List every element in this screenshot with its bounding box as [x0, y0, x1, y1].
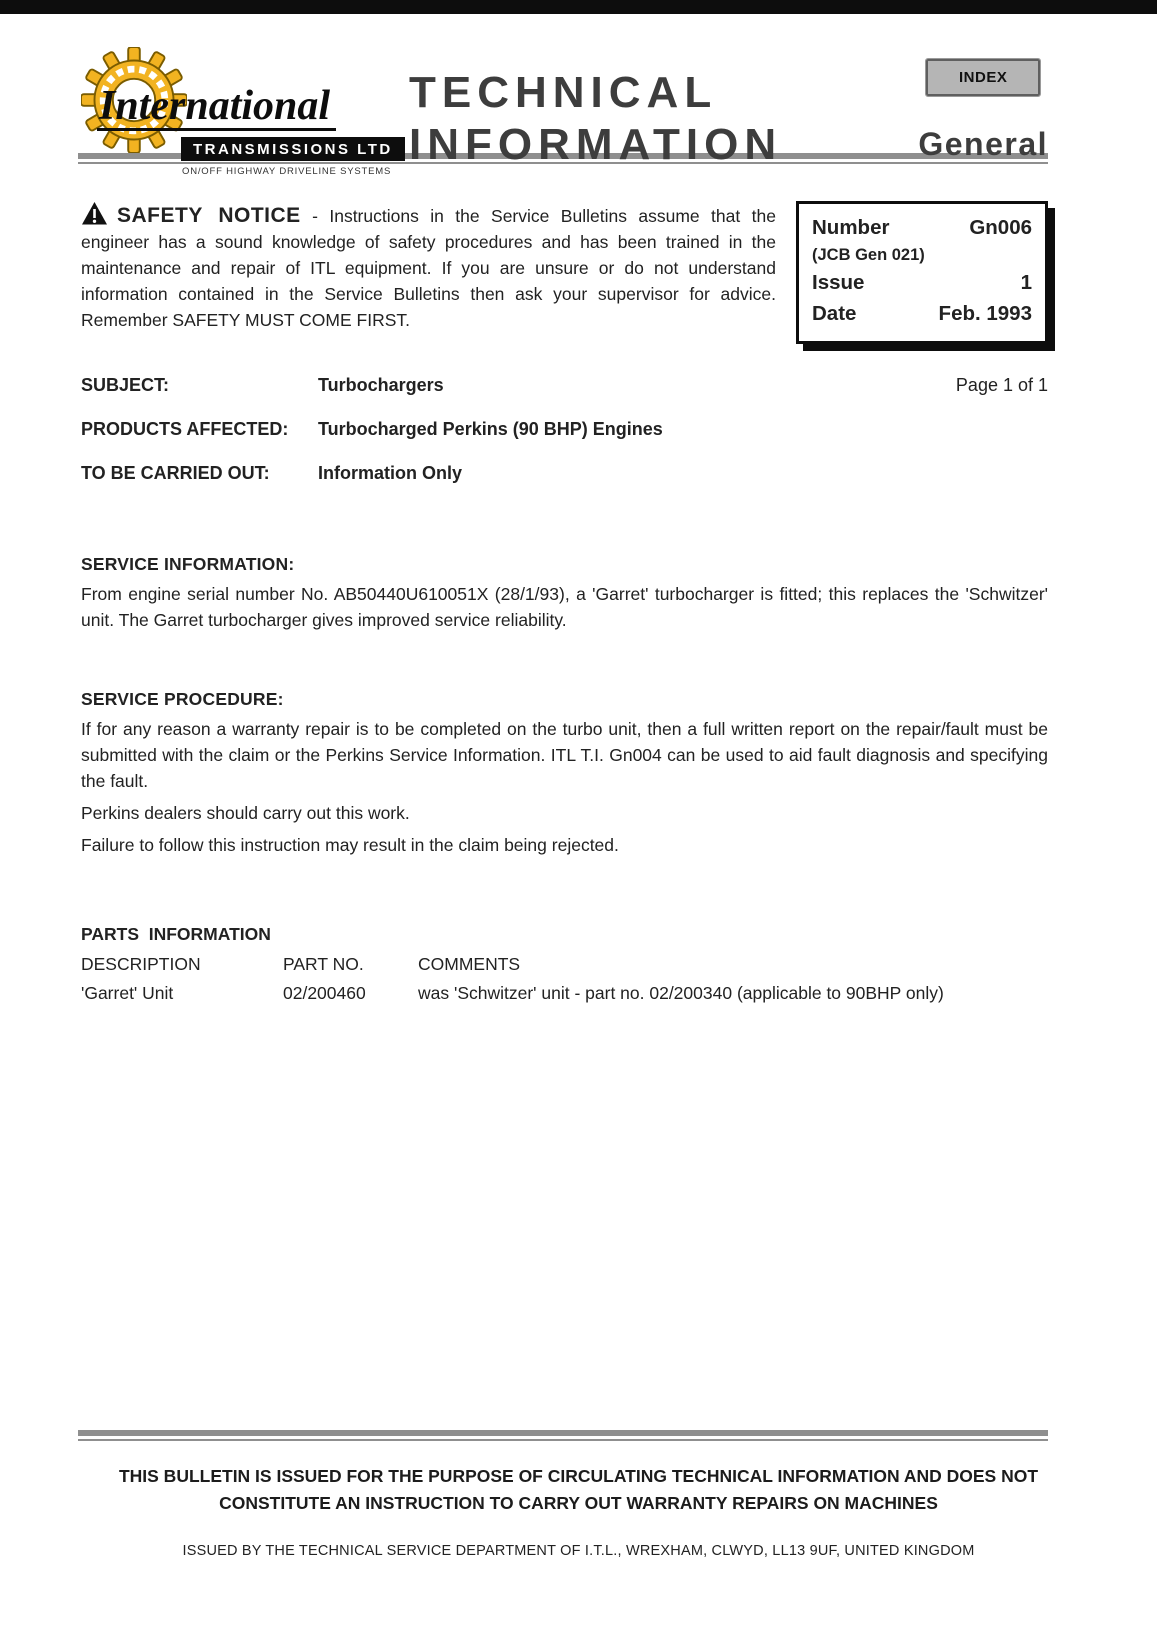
date-value: Feb. 1993: [938, 302, 1032, 325]
service-procedure-para3: Failure to follow this instruction may result in the claim being rejected.: [81, 835, 619, 855]
service-information-section: [81, 554, 1048, 633]
column-header-description: DESCRIPTION: [81, 954, 201, 974]
document-title: [409, 67, 782, 171]
service-procedure-para2: Perkins dealers should carry out this work.: [81, 803, 410, 823]
carried-out-row: [81, 462, 1048, 484]
footer: [0, 1430, 1157, 1559]
issue-value: 1: [1020, 271, 1032, 294]
brand-tagline: ON/OFF HIGHWAY DRIVELINE SYSTEMS: [182, 166, 392, 177]
page-indicator: Page 1 of 1: [955, 375, 1048, 395]
products-affected-label: PRODUCTS AFFECTED:: [81, 419, 289, 439]
parts-table: [81, 953, 1048, 1004]
title-line-1: TECHNICAL: [409, 68, 718, 117]
number-label: Number: [812, 216, 890, 239]
bulletin-info-box: [796, 201, 1048, 344]
table-cell-description: 'Garret' Unit: [81, 983, 174, 1003]
warning-triangle-icon: [81, 201, 108, 226]
carried-out-label: TO BE CARRIED OUT:: [81, 463, 270, 483]
date-label: Date: [812, 302, 857, 325]
notice-row: [81, 201, 1048, 344]
carried-out-value: Information Only: [318, 463, 462, 483]
safety-notice: [81, 201, 776, 333]
service-information-body: From engine serial number No. AB50440U610051X (28/1/93), a 'Garret' turbocharger is fitted; this replaces the 'Schwitzer' unit. The Garret turbocharger gives improved service reliability.: [81, 584, 1048, 630]
service-information-heading: SERVICE INFORMATION:: [81, 554, 295, 574]
index-button[interactable]: INDEX: [926, 59, 1040, 96]
products-affected-value: Turbocharged Perkins (90 BHP) Engines: [318, 419, 663, 439]
header: [0, 0, 1157, 177]
footer-rule: [78, 1430, 1048, 1441]
info-issue-row: [812, 267, 1032, 298]
footer-disclaimer: THIS BULLETIN IS ISSUED FOR THE PURPOSE OF CIRCULATING TECHNICAL INFORMATION AND DOES NOT CONSTITUTE AN INSTRUCTION TO CARRY OUT WARRANTY REPAIRS ON MACHINES: [118, 1466, 1039, 1513]
column-header-part-no: PART NO.: [283, 954, 364, 974]
parts-information-heading: PARTS INFORMATION: [81, 924, 271, 944]
table-cell-part-no: 02/200460: [283, 983, 366, 1003]
info-date-row: [812, 298, 1032, 329]
service-procedure-section: [81, 689, 1048, 858]
safety-notice-label: SAFETY NOTICE: [117, 204, 301, 227]
header-right: [918, 59, 1048, 163]
brand-name: International: [97, 85, 336, 131]
brand-box-label: TRANSMISSIONS LTD: [181, 137, 405, 161]
service-procedure-heading: SERVICE PROCEDURE:: [81, 689, 284, 709]
main-content: [0, 201, 1157, 1004]
meta-section: [81, 374, 1048, 484]
products-affected-row: [81, 418, 1048, 440]
footer-issued-by: ISSUED BY THE TECHNICAL SERVICE DEPARTMENT OF I.T.L., WREXHAM, CLWYD, LL13 9UF, UNITED KINGDOM: [182, 1543, 975, 1559]
jcb-gen-number: (JCB Gen 021): [812, 246, 925, 264]
category-label: General: [918, 126, 1048, 162]
subject-row: [81, 374, 1048, 396]
number-value: Gn006: [969, 216, 1032, 239]
subject-label: SUBJECT:: [81, 375, 170, 395]
service-procedure-para1: If for any reason a warranty repair is to be completed on the turbo unit, then a full written report on the repair/fault must be submitted with the claim or the Perkins Service Information. ITL T.I. Gn004 can be used to aid fault diagnosis and specifying the fault.: [81, 719, 1048, 791]
subject-value: Turbochargers: [318, 375, 444, 395]
column-header-comments: COMMENTS: [418, 954, 521, 974]
issue-label: Issue: [812, 271, 865, 294]
table-cell-comments: was 'Schwitzer' unit - part no. 02/200340 (applicable to 90BHP only): [418, 983, 944, 1003]
itl-logo: [81, 45, 401, 185]
info-number-row: [812, 212, 1032, 243]
safety-notice-text: - Instructions in the Service Bulletins assume that the engineer has a sound knowledge of safety procedures and has been trained in the maintenance and repair of ITL equipment. If you are unsure or do not understand information contained in the Service Bulletins then ask your supervisor for advice. Remember SAFETY MUST COME FIRST.: [81, 206, 776, 330]
parts-information-section: [81, 924, 1048, 1004]
title-line-2: INFORMATION: [409, 119, 783, 169]
